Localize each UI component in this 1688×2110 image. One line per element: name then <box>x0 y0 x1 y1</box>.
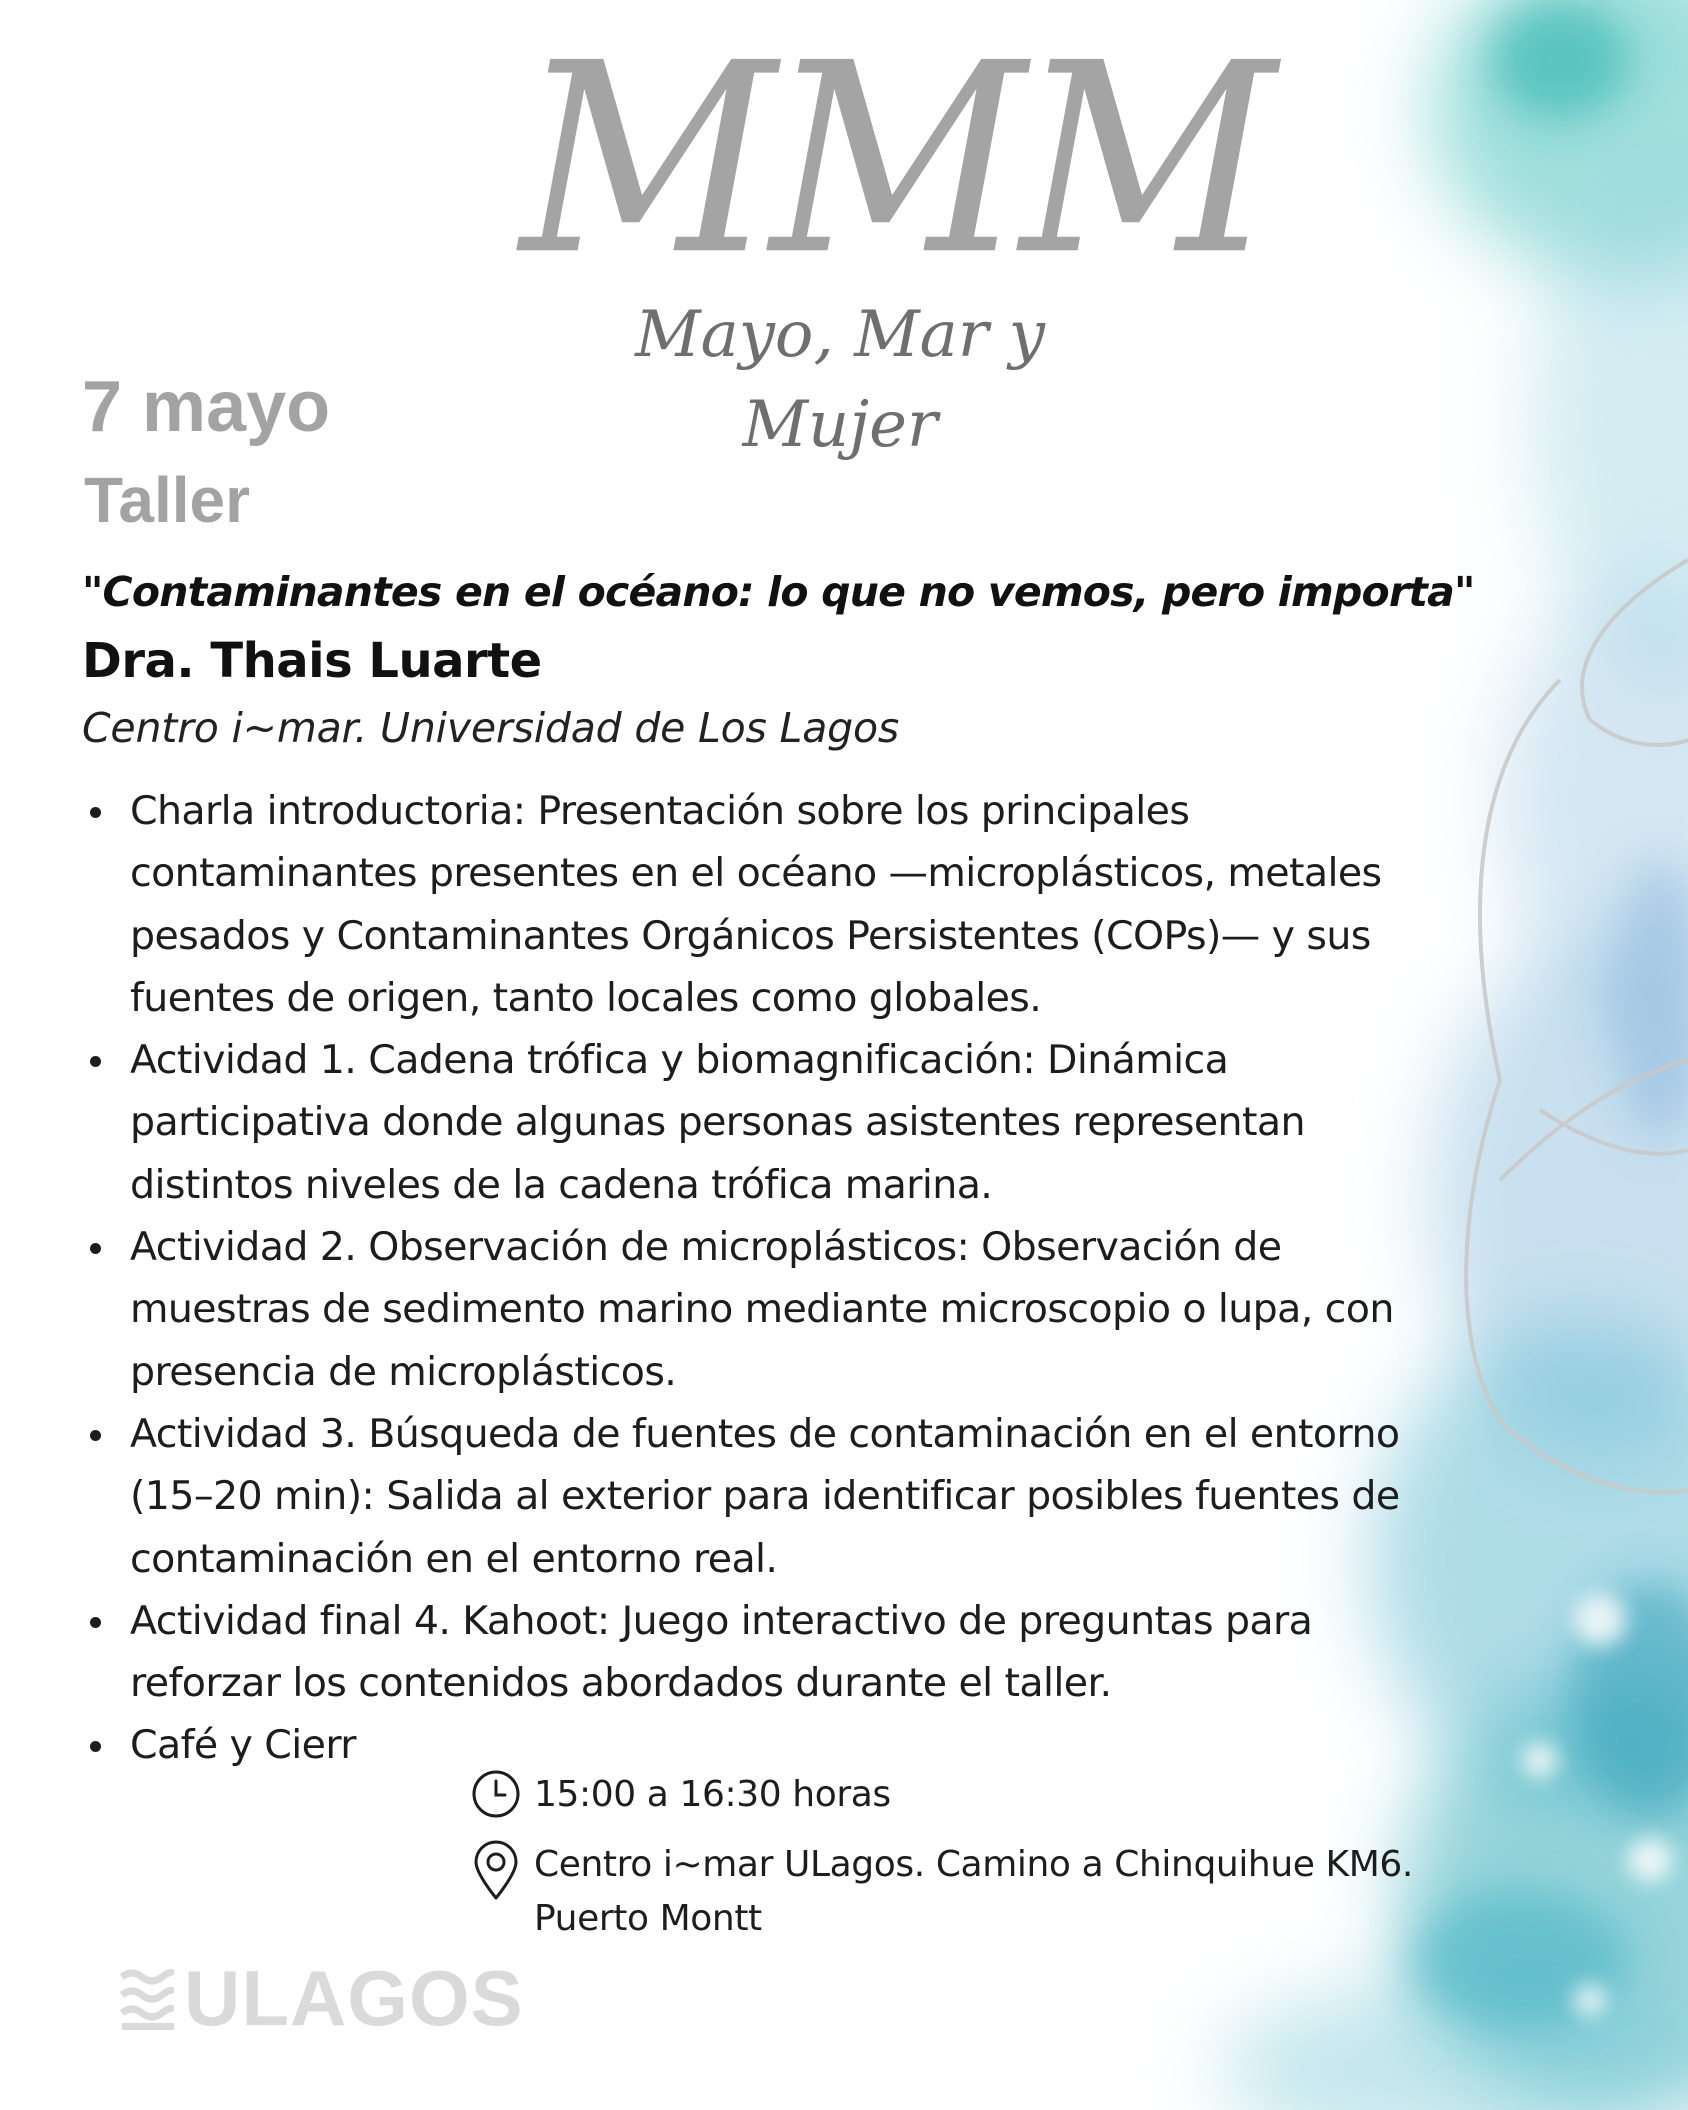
event-time-text: 15:00 a 16:30 horas <box>534 1774 891 1815</box>
logo-mmm: MMM <box>520 6 1270 313</box>
list-item: Café y Cierr <box>82 1714 1462 1776</box>
activity-list <box>82 780 1462 1777</box>
list-item: Charla introductoria: Presentación sobre los principales contaminantes presentes en el océano —microplásticos, metales pesados y Contaminantes Orgánicos Persistentes (COPs)— y sus fuentes de origen, tanto locales como globales. <box>82 780 1462 1029</box>
location-line-1: Centro i~mar ULagos. Camino a Chinquihue KM6. <box>534 1844 1413 1885</box>
event-date: 7 mayo <box>82 367 331 447</box>
list-item: Actividad 3. Búsqueda de fuentes de contaminación en el entorno (15–20 min): Salida al exterior para identificar posibles fuentes de contaminación en el entorno real. <box>82 1403 1462 1590</box>
event-time <box>470 1768 891 1822</box>
list-item: Actividad final 4. Kahoot: Juego interactivo de preguntas para reforzar los contenidos abordados durante el taller. <box>82 1590 1462 1715</box>
location-line-2: Puerto Montt <box>534 1898 762 1939</box>
list-item: Actividad 2. Observación de microplásticos: Observación de muestras de sedimento marino mediante microscopio o lupa, con presencia de microplásticos. <box>82 1216 1462 1403</box>
ulagos-logo <box>118 1954 524 2042</box>
talk-title: "Contaminantes en el océano: lo que no vemos, pero importa" <box>82 568 1475 616</box>
speaker-name: Dra. Thais Luarte <box>82 633 542 689</box>
logo-subtitle: Mayo, Mar y Mujer <box>635 298 1045 462</box>
event-type: Taller <box>84 464 250 536</box>
ulagos-wordmark: ULAGOS <box>184 1954 524 2042</box>
event-location <box>470 1838 1413 1946</box>
event-location-text <box>534 1838 1413 1946</box>
speaker-affiliation: Centro i~mar. Universidad de Los Lagos <box>82 704 899 752</box>
map-pin-icon <box>470 1838 522 1902</box>
clock-icon <box>470 1768 522 1820</box>
list-item: Actividad 1. Cadena trófica y biomagnificación: Dinámica participativa donde algunas personas asistentes representan distintos niveles de la cadena trófica marina. <box>82 1029 1462 1216</box>
waves-icon <box>118 1965 174 2031</box>
